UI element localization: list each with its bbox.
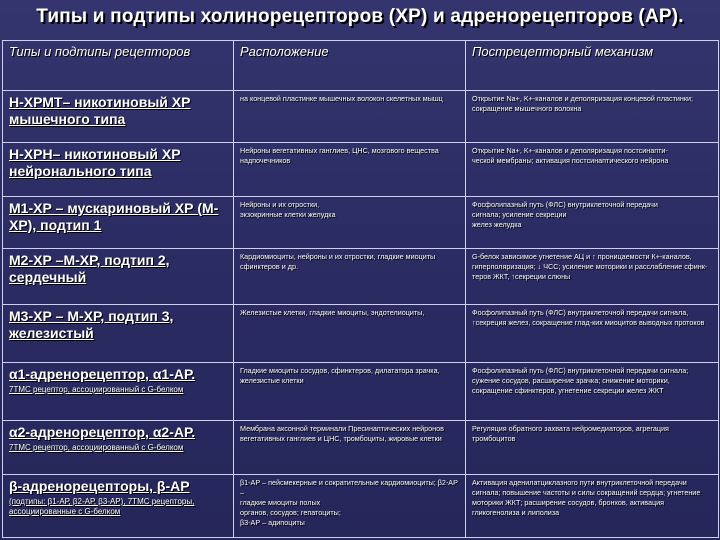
- location-text: Кардиомиоциты, нейроны и их отростки, гладкие миоциты сфинктеров и др.: [240, 252, 436, 272]
- receptor-type-label: α1-адренорецептор, α1-АР.: [9, 366, 196, 382]
- location-text: Железистые клетки, гладкие миоциты, эндотелиоциты,: [240, 308, 425, 317]
- receptor-type-label: M1-ХР – мускариновый ХР (М-ХР), подтип 1: [9, 200, 219, 233]
- mechanism-cell: [466, 249, 719, 305]
- mechanism-text: Открытие Na+, K+-каналов и деполяризация постсинапти-: [472, 146, 668, 155]
- receptor-type-label: Н-ХРМТ– никотиновый ХР мышечного типа: [9, 94, 191, 127]
- mechanism-text: ческой мембраны; активация постсинаптического нейрона: [472, 156, 669, 166]
- table-row: [3, 249, 719, 305]
- mechanism-text: Фосфолипазный путь (ФЛС) внутриклеточной передачи сигнала; сужение сосудов, расширение зрачка; снижение моторики, сокращение сфинктеров, угнетение секреции желез ЖКТ: [472, 366, 689, 396]
- table-row: [3, 363, 719, 421]
- header-location: Расположение: [234, 41, 466, 91]
- mechanism-text: Фосфолипазный путь (ФЛС) внутриклеточной передачи сигнала, ↑секреция желез, сокращение глад-ких миоцитов выводных протоков: [472, 308, 705, 328]
- receptor-type-cell: [3, 197, 234, 249]
- header-receptor-type: Типы и подтипы рецепторов: [3, 41, 234, 91]
- receptor-type-cell: [3, 363, 234, 421]
- location-text: Гладкие миоциты сосудов, сфинктеров, дилататора зрачка, железистые клетки: [240, 366, 440, 386]
- mechanism-cell: [466, 421, 719, 475]
- receptor-type-label: М2-ХР –М-ХР, подтип 2, сердечный: [9, 252, 170, 285]
- mechanism-cell: [466, 91, 719, 143]
- location-cell: [234, 249, 466, 305]
- receptor-subtitle: 7ТМС рецептор, ассоциированный с G-белком: [9, 384, 184, 394]
- table-row: [3, 197, 719, 249]
- receptor-type-cell: [3, 421, 234, 475]
- location-text: гладкие миоциты полых: [240, 498, 321, 508]
- mechanism-text: Открытие Na+, K+-каналов и деполяризация концевой пластинки; сокращение мышечного волокна: [472, 94, 694, 114]
- location-cell: [234, 143, 466, 197]
- mechanism-text: Фосфолипазный путь (ФЛС) внутриклеточной передачи: [472, 200, 658, 209]
- mechanism-text: сигнала; усиление секреции: [472, 210, 567, 220]
- location-cell: [234, 91, 466, 143]
- receptor-type-label: Н-ХРН– никотиновый ХР нейронального типа: [9, 146, 181, 179]
- location-text: Мембрана аксонной терминали Пресинаптических нейронов вегетативных ганглиев и ЦНС, тромбоциты, жировые клетки: [240, 424, 444, 444]
- receptor-type-cell: [3, 475, 234, 538]
- receptor-type-label: М3-ХР – М-ХР, подтип 3, железистый: [9, 308, 174, 341]
- location-text: β1-АР – пейсмекерные и сократительные кардиомиоциты; β2-АР –: [240, 478, 458, 498]
- location-text: экзокринные клетки желудка: [240, 210, 336, 220]
- slide-title: Типы и подтипы холинорецепторов (ХР) и адренорецепторов (АР).: [36, 6, 684, 27]
- receptor-type-cell: [3, 91, 234, 143]
- table-row: [3, 91, 719, 143]
- receptor-subtitle: (подтипы: β1-АР, β2-АР, β3-АР), 7ТМС рецепторы, ассоциированные с G-белком: [9, 496, 195, 516]
- mechanism-text: Регуляция обратного захвата нейромедиаторов, агрегация тромбоцитов: [472, 424, 669, 444]
- receptor-subtitle: 7ТМС рецептор, ассоциированный с G-белком: [9, 442, 184, 452]
- location-cell: [234, 363, 466, 421]
- mechanism-cell: [466, 363, 719, 421]
- table-body: [3, 91, 719, 538]
- mechanism-cell: [466, 475, 719, 538]
- table-header-row: [3, 41, 719, 91]
- receptor-type-label: β-адренорецепторы, β-АР: [9, 478, 190, 494]
- mechanism-cell: [466, 143, 719, 197]
- table-row: [3, 305, 719, 363]
- location-text: Нейроны и их отростки,: [240, 200, 320, 209]
- receptor-type-cell: [3, 305, 234, 363]
- mechanism-text: желез желудка: [472, 220, 522, 230]
- location-cell: [234, 305, 466, 363]
- table-row: [3, 421, 719, 475]
- location-text: Нейроны вегетативных ганглиев, ЦНС, мозгового вещества надпочечников: [240, 146, 439, 166]
- receptor-type-cell: [3, 249, 234, 305]
- receptor-type-label: α2-адренорецептор, α2-АР.: [9, 424, 196, 440]
- mechanism-cell: [466, 305, 719, 363]
- receptor-type-cell: [3, 143, 234, 197]
- location-cell: [234, 475, 466, 538]
- location-cell: [234, 197, 466, 249]
- table-row: [3, 143, 719, 197]
- receptor-table: [2, 40, 719, 538]
- location-cell: [234, 421, 466, 475]
- header-mechanism: Пострецепторный механизм: [466, 41, 719, 91]
- mechanism-cell: [466, 197, 719, 249]
- location-text: β3-АР – адипоциты: [240, 518, 305, 528]
- mechanism-text: G-белок зависимое угнетение АЦ и ↑ проницаемости К+-каналов, гиперполяризация; ↓ ЧСС; усиление моторики и расслабление сфинк-теров ЖКТ, ↑секреции слюны: [472, 252, 708, 282]
- mechanism-text: Активация аденилатциклазного пути внутриклеточной передачи сигнала; повышение частоты и силы сокращений сердца; угнетение моторики ЖКТ; расширение сосудов, бронхов, активация гликогенолиза и липолиза: [472, 478, 701, 518]
- location-text: на концевой пластинке мышечных волокон скелетных мышц: [240, 94, 443, 103]
- location-text: органов, сосудов; гепатоциты;: [240, 508, 341, 518]
- table-row: [3, 475, 719, 538]
